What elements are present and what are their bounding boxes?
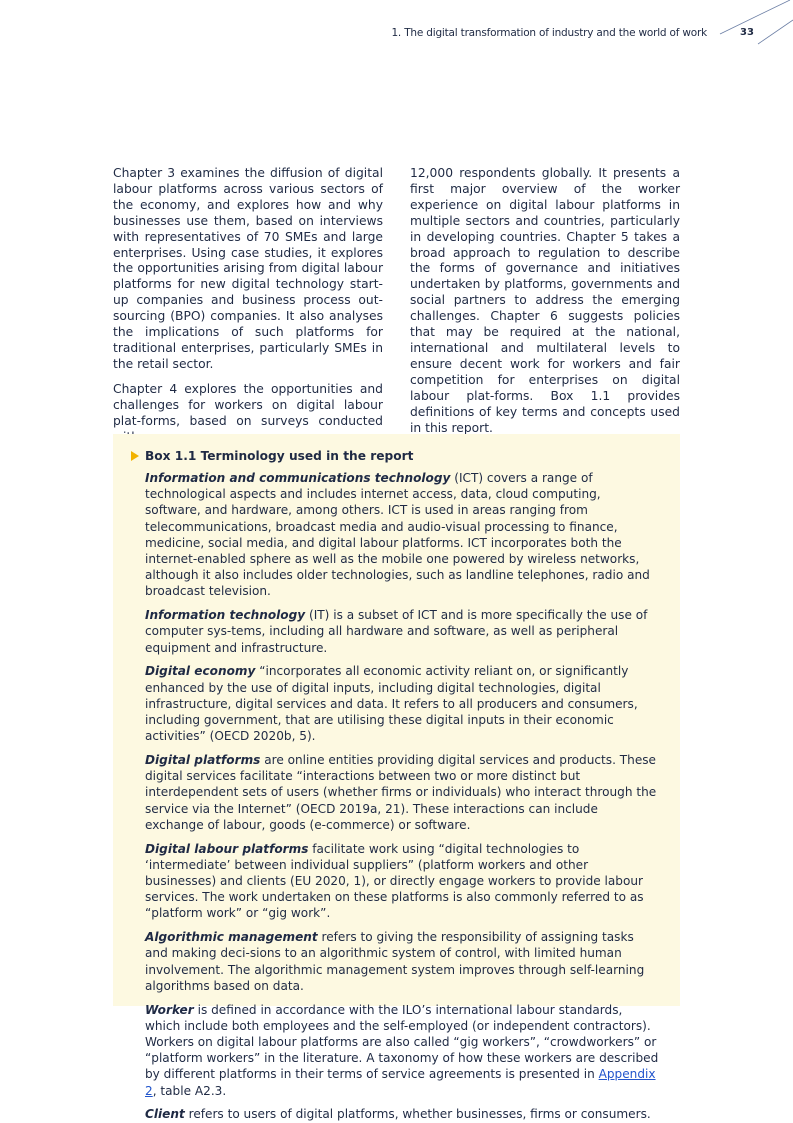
term-name: Digital labour platforms [145,841,309,856]
left-column [113,166,383,454]
term-algorithmic-management [145,929,660,994]
triangle-arrow-icon [131,451,139,461]
terminology-box [113,434,680,1122]
term-definition: (IT) is a subset of ICT and is more specifically the use of computer sys-tems, including all hardware and software, as well as peripheral equipment and infrastructure. [145,608,648,655]
term-definition: (ICT) covers a range of technological aspects and includes internet access, data, cloud computing, software, and hardware, among others. ICT is used in areas ranging from telecommunications, broadcast media and audio-visual processing to finance, medicine, social media, and digital labour platforms. ICT incorporates both the internet-enabled sphere as well as the mobile one powered by wireless networks, although it also includes older technologies, such as landline telephones, radio and broadcast television. [145,471,650,599]
header-diagonal-lines-decoration [716,0,793,50]
term-digital-platforms [145,752,660,833]
term-name: Digital economy [145,664,256,679]
term-it [145,607,660,656]
term-ict [145,470,660,600]
term-digital-labour-platforms [145,841,660,922]
term-name: Worker [145,1002,194,1017]
term-definition: are online entities providing digital services and products. These digital services facilitate “interactions between two or more distinct but interdependent sets of users (whether firms or individuals) who interact through the service via the Internet” (OECD 2019a, 21). These interactions can include exchange of labour, goods (e-commerce) or software. [145,753,657,832]
term-definition: refers to giving the responsibility of assigning tasks and making deci-sions to an algorithmic system of control, with limited human involvement. The algorithmic management system improves through self-learning algorithms based on data. [145,930,645,993]
term-digital-economy [145,663,660,744]
term-name: Digital platforms [145,753,261,768]
term-name: Client [145,1107,185,1122]
term-client [145,1106,660,1122]
term-name: Algorithmic management [145,930,318,945]
appendix-2-link[interactable]: Appendix 2 [145,1067,656,1098]
term-definition-end: , table A2.3. [152,1083,227,1098]
term-name: Information technology [145,608,306,623]
body-paragraph: 12,000 respondents globally. It presents a first major overview of the worker experience on digital labour platforms in multiple sectors and countries, particularly in developing countries. Chapter 5 takes a broad approach to regulation to describe the forms of governance and initiatives undertaken by platforms, governments and social partners to address the emerging challenges. Chapter 6 suggests policies that may be required at the national, international and multilateral levels to ensure decent work for workers and fair competition for enterprises on digital labour plat-forms. Box 1.1 provides definitions of key terms and concepts used in this report. [410,166,680,435]
box-title [145,449,660,463]
body-paragraph: Chapter 4 explores the opportunities and challenges for workers on digital labour plat-forms, based on surveys conducted [113,381,383,428]
term-definition: refers to users of digital platforms, whether businesses, firms or consumers. [184,1107,651,1122]
running-header: 1. The digital transformation of industry and the world of work [391,27,707,39]
term-definition: is defined in accordance with the ILO’s international labour standards, which include both employees and the self-employed (or independent contractors). Workers on digital labour platforms are also called “gig workers”, “crowdworkers” or “platform workers” in the literature. A taxonomy of how these workers are described by different platforms in their terms of service agreements is presented in [145,1002,659,1082]
term-name: Information and communications technology [145,471,451,485]
page-number: 33 [740,27,754,38]
term-worker [145,1002,660,1099]
body-paragraph: Chapter 3 examines the diffusion of digital labour platforms across various sectors of the economy, and explores how and why businesses use them, based on interviews with representatives of 70 SMEs and large enterprises. Using case studies, it explores the opportunities arising from digital labour platforms for new digital technology start-up companies and business process out-sourcing (BPO) companies. It also analyses the implications of such platforms for traditional enterprises, particularly SMEs in the retail sector. [113,166,383,371]
box-title-text: Box 1.1 Terminology used in the report [145,449,414,463]
term-definition: facilitate work using “digital technologies to ‘intermediate’ between individual suppliers” (platform workers and other businesses) and clients (EU 2020, 1), or directly engage workers to provide labour services. The work undertaken on these platforms is also commonly referred to as “platform work” or “gig work”. [145,841,644,921]
body-columns [113,166,680,454]
right-column [410,166,680,454]
term-definition: “incorporates all economic activity reliant on, or significantly enhanced by the use of digital inputs, including digital technologies, digital infrastructure, digital services and data. It refers to all producers and consumers, including government, that are utilising these digital inputs in their economic activities” (OECD 2020b, 5). [145,664,638,744]
